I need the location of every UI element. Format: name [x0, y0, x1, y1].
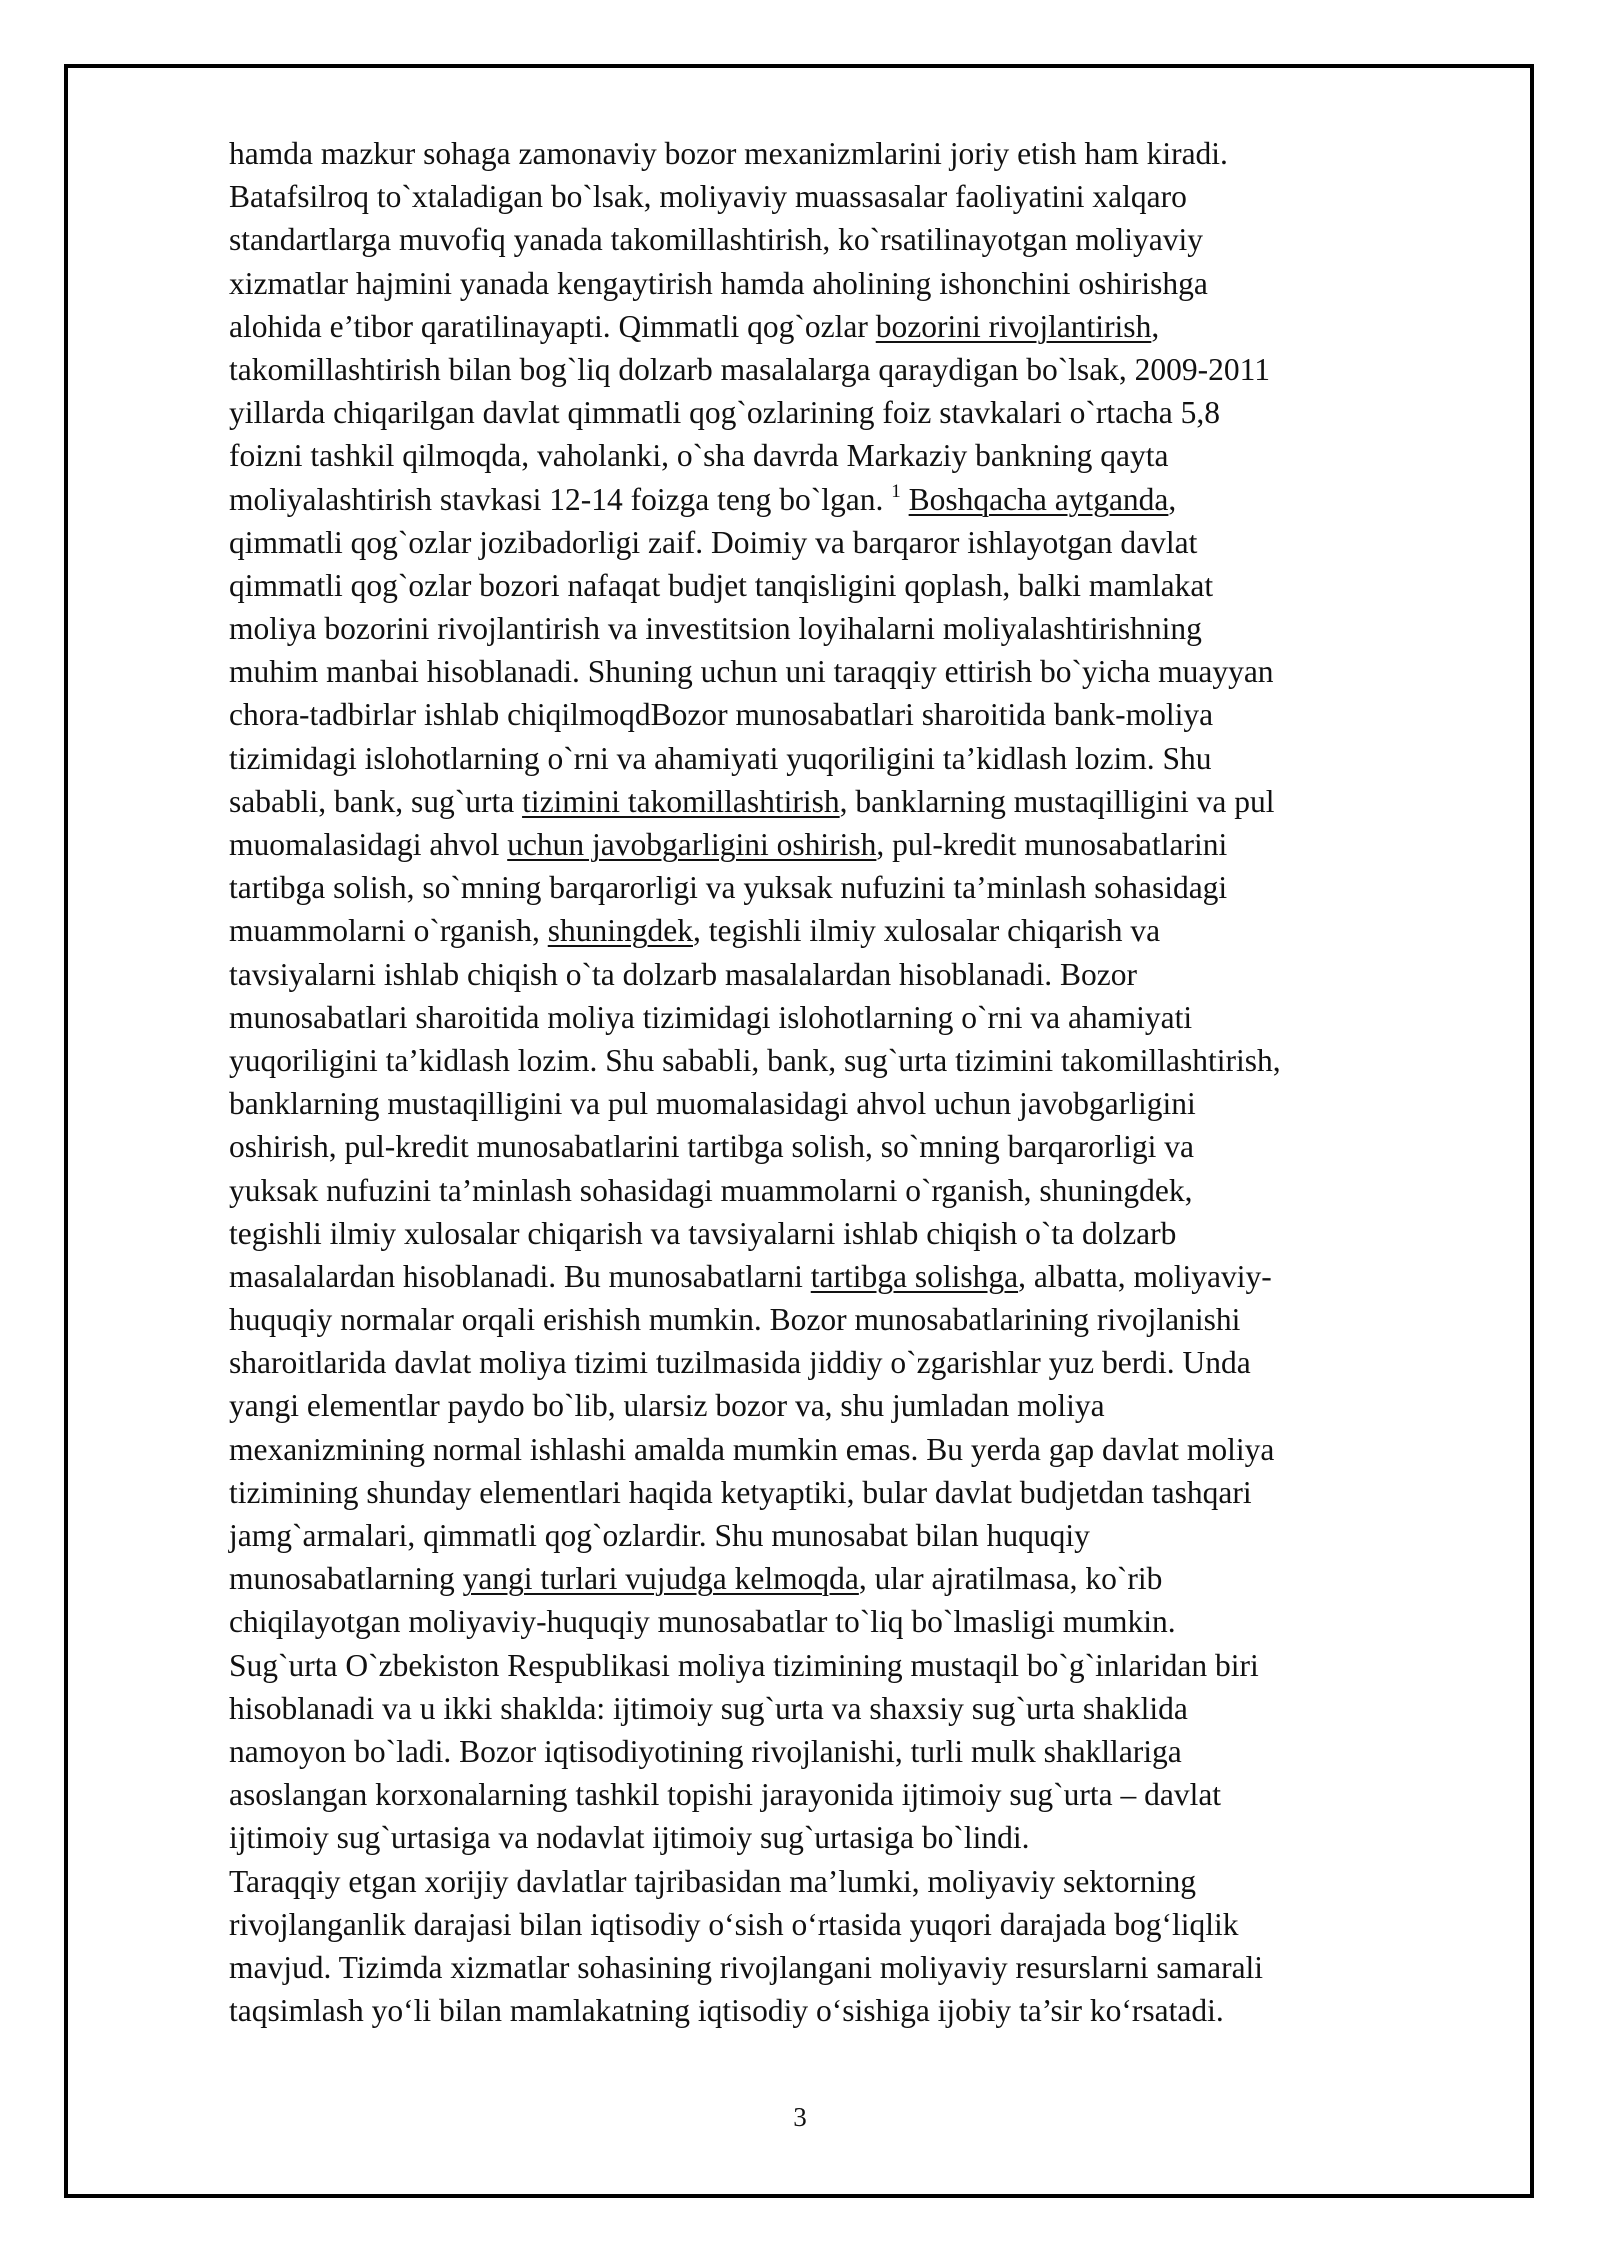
text-segment: tegishli ilmiy xulosalar chiqarish va tavsiyalarni ishlab chiqish o`ta dolzarb	[229, 1215, 1177, 1251]
text-line	[229, 607, 1499, 650]
text-segment: , tegishli ilmiy xulosalar chiqarish va	[693, 913, 1161, 949]
text-segment: yillarda chiqarilgan davlat qimmatli qog`ozlarining foiz stavkalari o`rtacha 5,8	[229, 395, 1221, 431]
text-line	[229, 218, 1499, 261]
text-line	[229, 693, 1499, 736]
text-line	[229, 1687, 1499, 1730]
text-segment	[901, 482, 909, 517]
text-segment: muhim manbai hisoblanadi. Shuning uchun uni taraqqiy ettirish bo`yicha muayyan	[229, 654, 1274, 690]
text-line	[229, 1039, 1499, 1082]
text-line	[229, 1989, 1499, 2032]
text-line	[229, 650, 1499, 693]
text-line	[229, 434, 1499, 477]
hyperlink[interactable]: tizimini takomillashtirish	[522, 783, 840, 819]
text-segment: , banklarning mustaqilligini va pul	[839, 783, 1275, 819]
hyperlink[interactable]: yangi turlari vujudga kelmoqda	[462, 1561, 859, 1597]
text-line	[229, 909, 1499, 952]
text-line	[229, 1557, 1499, 1600]
text-line	[229, 780, 1499, 823]
text-segment: Sug`urta O`zbekiston Respublikasi moliya tizimining mustaqil bo`g`inlaridan biri	[229, 1647, 1259, 1683]
hyperlink[interactable]: uchun javobgarligini oshirish	[507, 827, 877, 862]
text-line	[229, 1816, 1499, 1859]
text-line	[229, 1730, 1499, 1773]
text-segment: hisoblanadi va u ikki shaklda: ijtimoiy sug`urta va shaxsiy sug`urta shaklida	[229, 1690, 1188, 1726]
text-segment: tartibga solish, so`mning barqarorligi va yuksak nufuzini ta’minlash sohasidagi	[229, 870, 1228, 906]
text-segment: masalalardan hisoblanadi. Bu munosabatlarni	[229, 1258, 811, 1294]
text-line	[229, 737, 1499, 780]
text-segment: tizimining shunday elementlari haqida ketyaptiki, bular davlat budjetdan tashqari	[229, 1474, 1252, 1510]
text-segment: muomalasidagi ahvol	[229, 827, 508, 862]
text-segment: foizni tashkil qilmoqda, vaholanki, o`sha davrda Markaziy bankning qayta	[229, 438, 1169, 474]
text-segment: moliyalashtirish stavkasi 12-14 foizga teng bo`lgan.	[229, 481, 892, 517]
text-segment: tizimidagi islohotlarning o`rni va ahamiyati yuqoriligini ta’kidlash lozim. Shu	[229, 740, 1212, 776]
text-segment: ,	[1151, 308, 1160, 344]
text-line	[229, 478, 1499, 521]
text-segment: qimmatli qog`ozlar bozori nafaqat budjet tanqisligini qoplash, balki mamlakat	[229, 567, 1214, 603]
text-segment: sharoitlarida davlat moliya tizimi tuzilmasida jiddiy o`zgarishlar yuz berdi. Unda	[229, 1345, 1251, 1381]
hyperlink[interactable]: tartibga solishga	[810, 1258, 1019, 1294]
text-line	[229, 1298, 1499, 1341]
text-line	[229, 305, 1499, 348]
text-line	[229, 262, 1499, 305]
text-line	[229, 1946, 1499, 1989]
text-segment: takomillashtirish bilan bog`liq dolzarb masalalarga qaraydigan bo`lsak, 2009-2011	[229, 351, 1270, 387]
text-segment: asoslangan korxonalarning tashkil topishi jarayonida ijtimoiy sug`urta – davlat	[229, 1777, 1222, 1813]
text-line	[229, 391, 1499, 434]
text-segment: yuksak nufuzini ta’minlash sohasidagi muammolarni o`rganish, shuningdek,	[229, 1172, 1193, 1208]
text-segment: ,	[1168, 481, 1177, 517]
text-segment: taqsimlash yo‘li bilan mamlakatning iqtisodiy o‘sishiga ijobiy ta’sir ko‘rsatadi.	[229, 1993, 1224, 2029]
text-segment: sababli, bank, sug`urta	[229, 783, 523, 819]
text-segment: hamda mazkur sohaga zamonaviy bozor mexanizmlarini joriy etish ham kiradi.	[229, 136, 1228, 171]
text-segment: qimmatli qog`ozlar jozibadorligi zaif. Doimiy va barqaror ishlayotgan davlat	[229, 524, 1198, 560]
text-segment: , ular ajratilmasa, ko`rib	[858, 1561, 1163, 1597]
text-line	[229, 996, 1499, 1039]
hyperlink[interactable]: bozorini rivojlantirish	[875, 308, 1152, 344]
text-line	[229, 348, 1499, 391]
text-line	[229, 1341, 1499, 1384]
page-number: 3	[793, 2102, 807, 2132]
text-segment: moliya bozorini rivojlantirish va investitsion loyihalarni moliyalashtirishning	[229, 611, 1202, 647]
text-segment: yuqoriligini ta’kidlash lozim. Shu sababli, bank, sug`urta tizimini takomillashtirish,	[229, 1042, 1281, 1078]
text-segment: mavjud. Tizimda xizmatlar sohasining rivojlangani moliyaviy resurslarni samarali	[229, 1949, 1264, 1985]
text-line	[229, 1471, 1499, 1514]
text-segment: mexanizmining normal ishlashi amalda mumkin emas. Bu yerda gap davlat moliya	[229, 1431, 1275, 1467]
text-segment: alohida e’tibor qaratilinayapti. Qimmatli qog`ozlar	[229, 308, 876, 344]
text-line	[229, 953, 1499, 996]
body-text	[229, 132, 1499, 2032]
text-segment: , albatta, moliyaviy-	[1018, 1258, 1272, 1294]
text-line	[229, 564, 1499, 607]
text-line	[229, 1428, 1499, 1471]
text-segment: yangi elementlar paydo bo`lib, ularsiz bozor va, shu jumladan moliya	[229, 1388, 1105, 1424]
hyperlink[interactable]: Boshqacha aytganda	[908, 481, 1169, 517]
text-line	[229, 1212, 1499, 1255]
hyperlink[interactable]: shuningdek	[547, 913, 693, 949]
text-line	[229, 1082, 1499, 1125]
text-segment: tavsiyalarni ishlab chiqish o`ta dolzarb masalalardan hisoblanadi. Bozor	[229, 956, 1137, 992]
text-line	[229, 1860, 1499, 1903]
text-segment: jamg`armalari, qimmatli qog`ozlardir. Shu munosabat bilan huquqiy	[229, 1518, 1090, 1553]
text-segment: ijtimoiy sug`urtasiga va nodavlat ijtimoiy sug`urtasiga bo`lindi.	[229, 1820, 1030, 1856]
text-line	[229, 1514, 1499, 1557]
text-segment: xizmatlar hajmini yanada kengaytirish hamda aholining ishonchini oshirishga	[229, 265, 1208, 301]
text-segment: banklarning mustaqilligini va pul muomalasidagi ahvol uchun javobgarligini	[229, 1086, 1196, 1122]
text-line	[229, 1125, 1499, 1168]
text-segment: Taraqqiy etgan xorijiy davlatlar tajribasidan ma’lumki, moliyaviy sektorning	[229, 1863, 1197, 1899]
text-line	[229, 175, 1499, 218]
text-line	[229, 1903, 1499, 1946]
text-segment: chora-tadbirlar ishlab chiqilmoqdBozor munosabatlari sharoitida bank-moliya	[229, 697, 1214, 733]
text-segment: , pul-kredit munosabatlarini	[876, 827, 1228, 862]
text-segment: namoyon bo`ladi. Bozor iqtisodiyotining rivojlanishi, turli mulk shakllariga	[229, 1733, 1182, 1769]
text-line	[229, 1255, 1499, 1298]
text-segment: oshirish, pul-kredit munosabatlarini tartibga solish, so`mning barqarorligi va	[229, 1129, 1194, 1165]
text-line	[229, 1169, 1499, 1212]
text-line	[229, 866, 1499, 909]
footnote-marker: 1	[891, 480, 901, 502]
text-segment: muammolarni o`rganish,	[229, 913, 548, 949]
text-segment: munosabatlarning	[229, 1561, 463, 1597]
text-line	[229, 823, 1499, 866]
text-line	[229, 1600, 1499, 1643]
text-line	[229, 1773, 1499, 1816]
text-line	[229, 1384, 1499, 1427]
text-segment: munosabatlari sharoitida moliya tizimidagi islohotlarning o`rni va ahamiyati	[229, 999, 1193, 1035]
text-segment: standartlarga muvofiq yanada takomillashtirish, ko`rsatilinayotgan moliyaviy	[229, 222, 1203, 258]
text-line	[229, 132, 1499, 175]
text-segment: Batafsilroq to`xtaladigan bo`lsak, moliyaviy muassasalar faoliyatini xalqaro	[229, 179, 1187, 215]
text-line	[229, 1644, 1499, 1687]
text-segment: huquqiy normalar orqali erishish mumkin. Bozor munosabatlarining rivojlanishi	[229, 1302, 1241, 1338]
text-line	[229, 521, 1499, 564]
text-segment: rivojlanganlik darajasi bilan iqtisodiy o‘sish o‘rtasida yuqori darajada bog‘liqlik	[229, 1906, 1239, 1942]
text-segment: chiqilayotgan moliyaviy-huquqiy munosabatlar to`liq bo`lmasligi mumkin.	[229, 1604, 1176, 1640]
